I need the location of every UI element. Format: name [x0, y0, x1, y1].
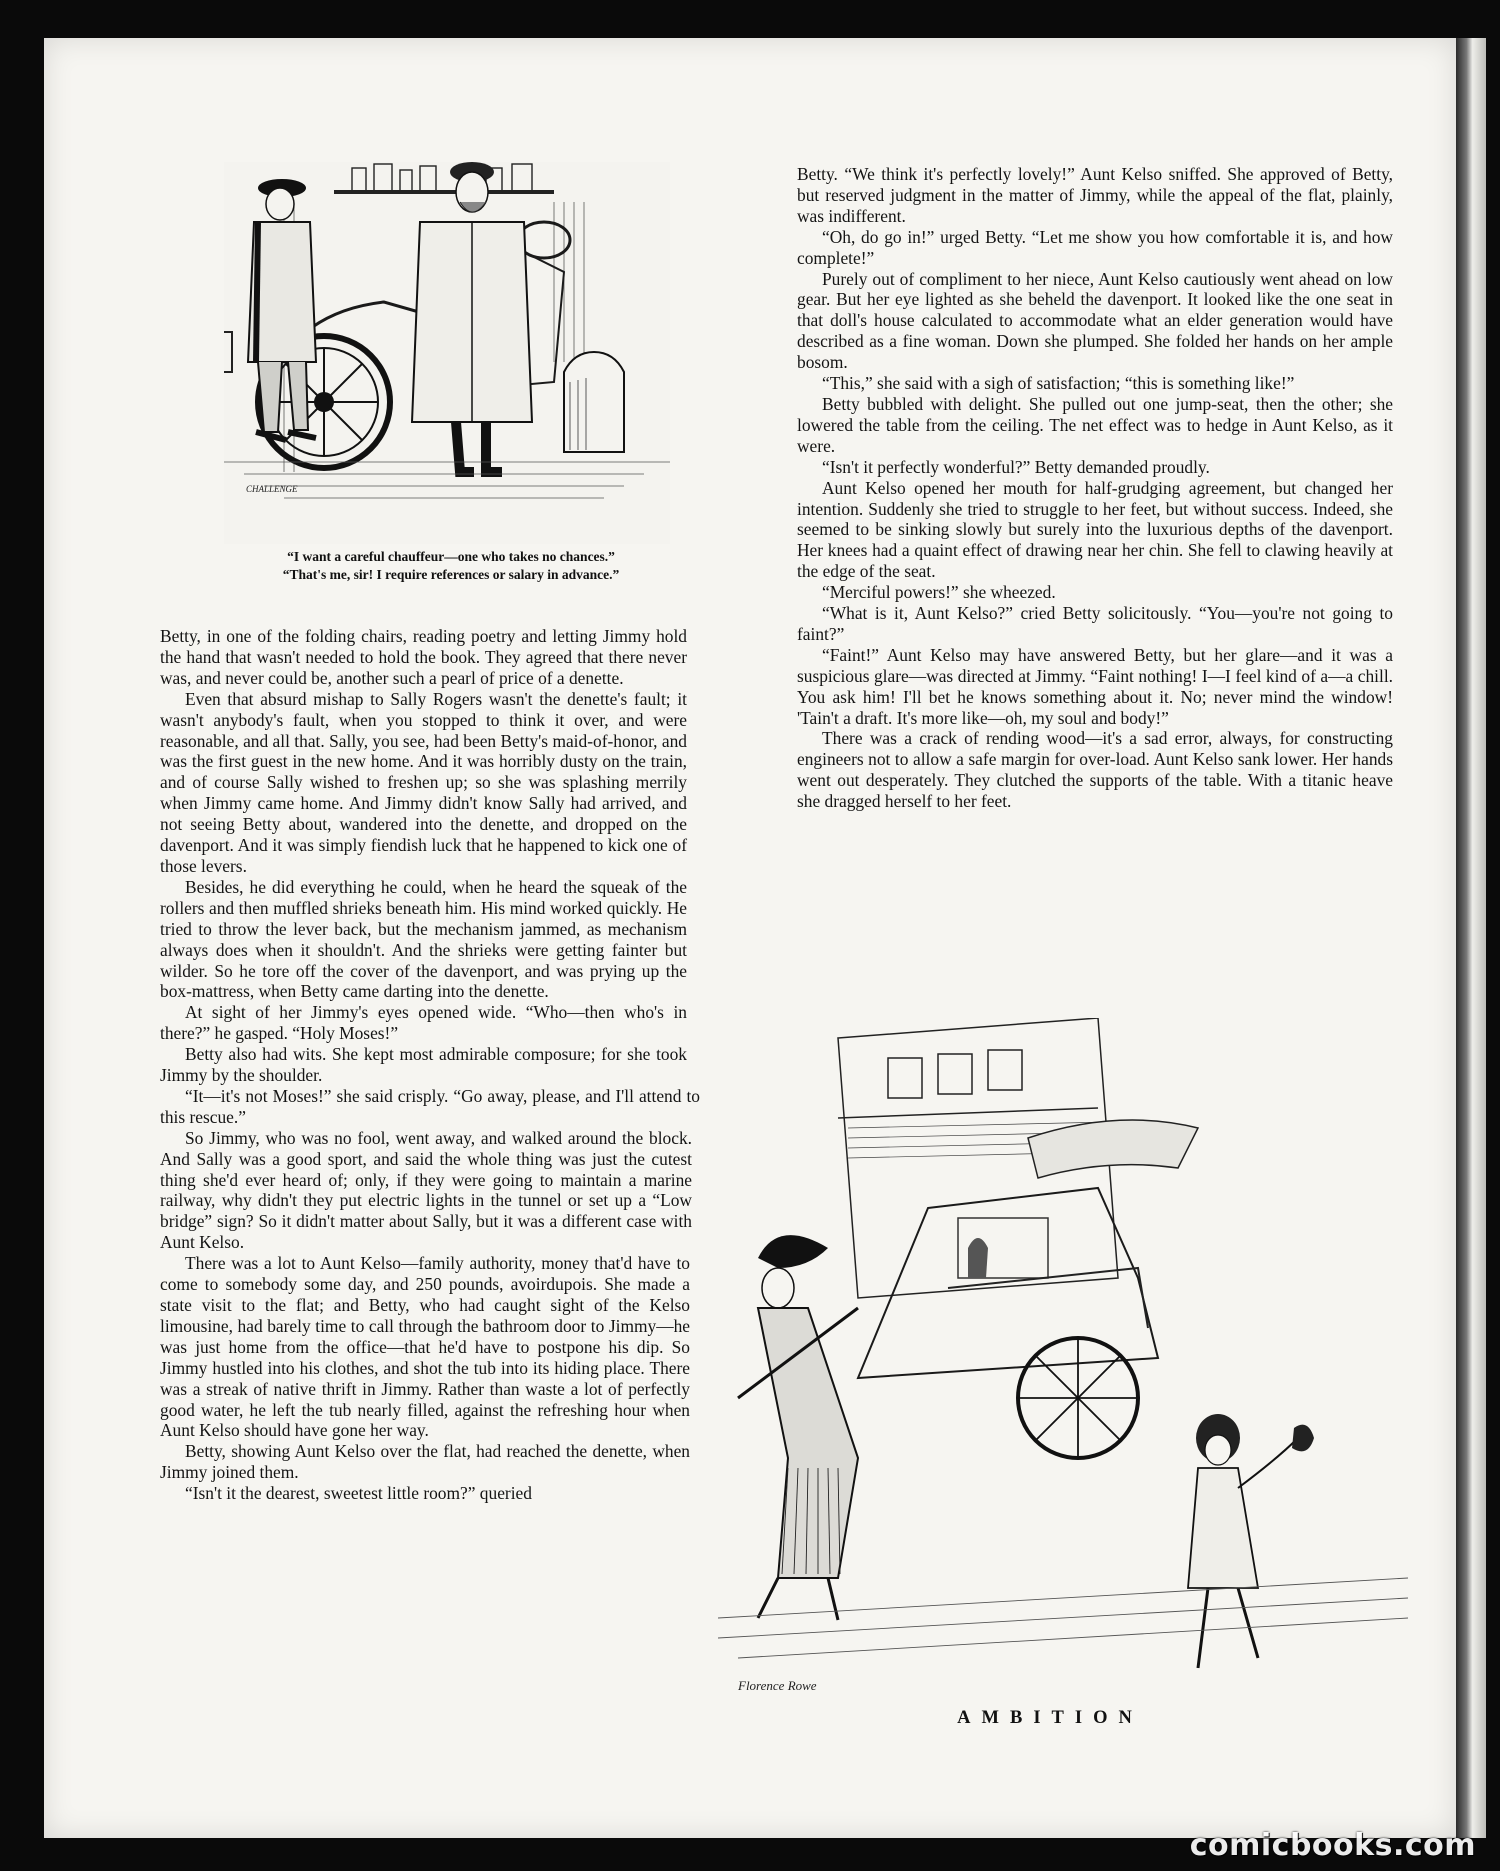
paragraph: Betty bubbled with delight. She pulled out one jump-seat, then the other; she lowered the table from the ceiling. The net effect was to hedge in Aunt Kelso, as it were. [797, 393, 1393, 456]
right-text-column [797, 164, 1393, 812]
paragraph: There was a crack of rending wood—it's a sad error, always, for constructing engineers not to allow a safe margin for over-load. Aunt Kelso sank lower. Her hands went out desperately. They clutched the supports of the table. With a titanic heave she dragged herself to her feet. [797, 728, 1393, 812]
paragraph: Aunt Kelso opened her mouth for half-grudging agreement, but changed her intention. Suddenly she tried to struggle to her feet, but without success. Indeed, she seemed to be sinking slowly but surely into the luxurious depths of the davenport. Her knees had a quaint effect of drawing near her chin. She fell to clawing heavily at the edge of the seat. [797, 477, 1393, 582]
top-illustration-signature: CHALLENGE [246, 484, 298, 494]
site-watermark: comicbooks.com [1189, 1828, 1476, 1863]
paragraph: “Isn't it perfectly wonderful?” Betty demanded proudly. [822, 456, 1210, 477]
paragraph: Betty. “We think it's perfectly lovely!” Aunt Kelso sniffed. She approved of Betty, but reserved judgment in the matter of Jimmy, while the appeal of the flat, plainly, was indifferent. [797, 164, 1393, 226]
paragraph: There was a lot to Aunt Kelso—family authority, money that'd have to come to somebody some day, and 250 pounds, avoirdupois. She made a state visit to the flat; and Betty, who had caught sight of the Kelso limousine, had barely time to call through the bathroom door to Jimmy—he was just home from the office—that he'd have to postpone his dip. So Jimmy hustled into his clothes, and shot the tub into its hiding place. There was a streak of native thrift in Jimmy. Rather than waste a lot of perfectly good water, he left the tub nearly filled, against the refreshing hour when Aunt Kelso should have gone her way. [160, 1253, 690, 1441]
paragraph: Betty, in one of the folding chairs, reading poetry and letting Jimmy hold the hand that wasn't needed to hold the book. They agreed that there never was, and never could be, another such a pearl of price of a denette. [160, 626, 687, 688]
page-gutter [1456, 38, 1486, 1838]
paragraph: “This,” she said with a sigh of satisfaction; “this is something like!” [822, 373, 1295, 394]
caption-line-1: “I want a careful chauffeur—one who takes no chances.” [287, 549, 615, 564]
ambition-illustration [718, 1018, 1408, 1702]
caption-line-2: “That's me, sir! I require references or salary in advance.” [282, 567, 620, 582]
paragraph: “What is it, Aunt Kelso?” cried Betty solicitously. “You—you're not going to faint?” [797, 603, 1393, 644]
top-illustration-caption [226, 548, 676, 584]
paragraph: Besides, he did everything he could, when he heard the squeak of the rollers and then muffled shrieks beneath him. His mind worked quickly. He tried to throw the lever back, but the mechanism jammed, as mechanism always does when it shouldn't. And the shrieks were getting fainter but wilder. So he tore off the cover of the davenport, and was prying up the box-mattress, when Betty came darting into the denette. [160, 876, 687, 1002]
left-text-column [160, 626, 700, 1504]
paragraph: Betty also had wits. She kept most admirable composure; for she took Jimmy by the shoulder. [160, 1044, 687, 1086]
ambition-caption: AMBITION [957, 1708, 1143, 1728]
paragraph: “Isn't it the dearest, sweetest little room?” queried [185, 1483, 532, 1504]
paragraph: “Merciful powers!” she wheezed. [822, 582, 1056, 603]
paragraph: At sight of her Jimmy's eyes opened wide. “Who—then who's in there?” he gasped. “Holy Moses!” [160, 1002, 687, 1044]
paragraph: Betty, showing Aunt Kelso over the flat, had reached the denette, when Jimmy joined them. [160, 1441, 690, 1483]
chauffeur-illustration [224, 162, 670, 544]
paragraph: Purely out of compliment to her niece, Aunt Kelso cautiously went ahead on low gear. But her eye lighted as she beheld the davenport. It looked like the one seat in that doll's house calculated to accommodate what an elder generation would have described as a fine woman. Down she plumped. She folded her hands on her ample bosom. [797, 268, 1393, 373]
bottom-illustration-signature: Florence Rowe [738, 1678, 817, 1693]
paragraph: “It—it's not Moses!” she said crisply. “Go away, please, and I'll attend to this rescue.” [160, 1085, 700, 1127]
paragraph: “Oh, do go in!” urged Betty. “Let me show you how comfortable it is, and how complete!” [797, 226, 1393, 268]
paragraph: Even that absurd mishap to Sally Rogers wasn't the denette's fault; it wasn't anybody's fault, when you stopped to think it over, and were reasonable, and all that. Sally, you see, had been Betty's maid-of-honor, and was the first guest in the new home. And it was horribly dusty on the train, and of course Sally wished to freshen up; so she was splashing merrily when Jimmy came home. And Jimmy didn't know Sally had arrived, and not seeing Betty about, wandered into the denette, and dropped on the davenport. And it was simply fiendish luck that he happened to kick one of those levers. [160, 688, 687, 876]
paragraph: “Faint!” Aunt Kelso may have answered Betty, but her glare—and it was a suspicious glare—was directed at Jimmy. “Faint nothing! I—I feel kind of a—a chill. You ask him! I'll bet he knows something about it. No; never mind the window! 'Tain't a draft. It's more like—oh, my soul and body!” [797, 644, 1393, 728]
paragraph: So Jimmy, who was no fool, went away, and walked around the block. And Sally was a good sport, and said the whole thing was just the cutest thing she'd ever heard of; only, if they were going to maintain a marine railway, why didn't they put electric lights in the tunnel or set up a “Low bridge” sign? So it didn't matter about Sally, but it was a different case with Aunt Kelso. [160, 1127, 692, 1253]
